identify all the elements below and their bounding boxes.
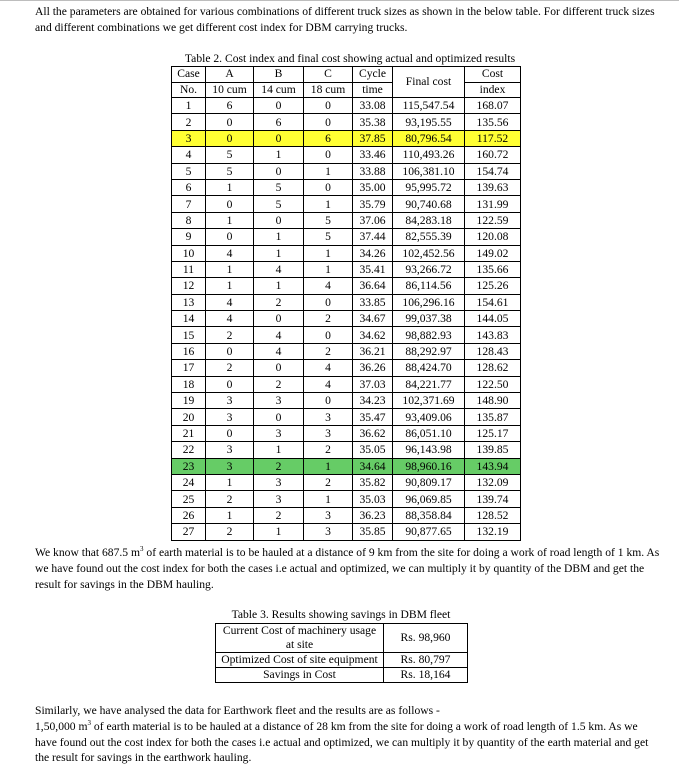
header-case-sub: No. [172,82,206,98]
cell-c-count: 2 [304,343,353,359]
cell-c-count: 3 [304,524,353,540]
header-cost-index: Cost [465,67,521,83]
cell-c-count: 0 [304,294,353,310]
cell-cycle-time: 35.00 [353,179,393,195]
cell-cycle-time: 35.85 [353,524,393,540]
cell-case-no: 3 [172,130,206,146]
cell-a-count: 3 [206,393,254,409]
cell-cycle-time: 36.62 [353,425,393,441]
dbm-text-start: We know that 687.5 m [35,546,141,559]
cell-b-count: 2 [254,376,304,392]
savings-table [215,623,468,683]
earthwork-paragraph [35,703,660,766]
cell-a-count: 1 [206,474,254,490]
cell-cycle-time: 33.85 [353,294,393,310]
table-row [172,343,521,359]
cell-cycle-time: 35.79 [353,196,393,212]
cell-cycle-time: 35.82 [353,474,393,490]
cell-b-count: 4 [254,261,304,277]
cell-a-count: 0 [206,229,254,245]
cell-c-count: 0 [304,147,353,163]
cell-c-count: 0 [304,98,353,114]
cell-case-no: 6 [172,179,206,195]
cell-b-count: 0 [254,130,304,146]
cell-case-no: 26 [172,507,206,523]
cell-b-count: 1 [254,442,304,458]
cell-final-cost: 96,069.85 [393,491,465,507]
cell-case-no: 23 [172,458,206,474]
table2-body [172,98,521,541]
table-row [172,245,521,261]
cell-cycle-time: 36.64 [353,278,393,294]
cell-b-count: 5 [254,196,304,212]
cell-cost-index: 168.07 [465,98,521,114]
cell-b-count: 1 [254,278,304,294]
cell-a-count: 1 [206,278,254,294]
cell-c-count: 1 [304,491,353,507]
cell-c-count: 1 [304,245,353,261]
cell-case-no: 2 [172,114,206,130]
cell-cycle-time: 35.41 [353,261,393,277]
cell-final-cost: 102,452.56 [393,245,465,261]
cell-a-count: 3 [206,409,254,425]
cell-case-no: 24 [172,474,206,490]
cell-c-count: 1 [304,196,353,212]
cell-case-no: 14 [172,311,206,327]
header-b-sub: 14 cum [254,82,304,98]
cell-a-count: 3 [206,458,254,474]
cell-case-no: 22 [172,442,206,458]
cell-case-no: 19 [172,393,206,409]
cell-final-cost: 86,114.56 [393,278,465,294]
cell-c-count: 4 [304,278,353,294]
cell-cost-index: 132.19 [465,524,521,540]
cell-c-count: 0 [304,114,353,130]
cell-cycle-time: 35.38 [353,114,393,130]
table-row [172,114,521,130]
cell-case-no: 27 [172,524,206,540]
table-row [172,376,521,392]
cell-b-count: 0 [254,163,304,179]
table-row [172,425,521,441]
cell-c-count: 3 [304,507,353,523]
cell-a-count: 0 [206,425,254,441]
table-row [216,653,468,668]
cell-final-cost: 110,493.26 [393,147,465,163]
cell-b-count: 1 [254,229,304,245]
cell-a-count: 4 [206,245,254,261]
table-row [172,409,521,425]
cell-c-count: 2 [304,474,353,490]
table-row [172,229,521,245]
savings-label-total: Savings in Cost [216,668,384,683]
cell-cycle-time: 36.26 [353,360,393,376]
cell-cycle-time: 37.06 [353,212,393,228]
table-row [172,278,521,294]
cell-cycle-time: 34.26 [353,245,393,261]
cell-b-count: 1 [254,524,304,540]
cell-c-count: 4 [304,376,353,392]
superscript: 3 [87,718,91,727]
cell-cost-index: 128.43 [465,343,521,359]
cell-final-cost: 84,221.77 [393,376,465,392]
cell-cost-index: 160.72 [465,147,521,163]
cell-cycle-time: 37.44 [353,229,393,245]
cell-a-count: 1 [206,179,254,195]
cell-cycle-time: 35.05 [353,442,393,458]
cell-b-count: 3 [254,491,304,507]
cell-a-count: 3 [206,442,254,458]
header-c: C [304,67,353,83]
superscript: 3 [140,545,144,554]
header-case: Case [172,67,206,83]
cell-c-count: 5 [304,212,353,228]
cell-final-cost: 88,292.97 [393,343,465,359]
header-final-cost: Final cost [393,67,465,98]
savings-label-optimized: Optimized Cost of site equipment [216,653,384,668]
cell-a-count: 2 [206,491,254,507]
table-row [172,507,521,523]
cell-cycle-time: 36.23 [353,507,393,523]
cell-c-count: 1 [304,163,353,179]
cell-case-no: 15 [172,327,206,343]
savings-value-current: Rs. 98,960 [384,624,468,653]
cell-cycle-time: 36.21 [353,343,393,359]
cell-cost-index: 144.05 [465,311,521,327]
cell-b-count: 1 [254,147,304,163]
cell-cost-index: 122.50 [465,376,521,392]
header-a-sub: 10 cum [206,82,254,98]
cell-case-no: 21 [172,425,206,441]
cell-final-cost: 115,547.54 [393,98,465,114]
cell-c-count: 2 [304,311,353,327]
table-row [172,458,521,474]
cell-c-count: 0 [304,179,353,195]
table-row [172,474,521,490]
intro-paragraph: All the parameters are obtained for various combinations of different truck sizes as shown in the below table. For different truck sizes and different combinations we get different cost index for DBM carrying trucks. [35,5,655,34]
header-cost-index-sub: index [465,82,521,98]
cell-a-count: 5 [206,147,254,163]
cell-c-count: 4 [304,360,353,376]
cell-final-cost: 90,740.68 [393,196,465,212]
cell-cost-index: 139.63 [465,179,521,195]
cell-a-count: 4 [206,294,254,310]
header-cycle-sub: time [353,82,393,98]
cell-cost-index: 135.56 [465,114,521,130]
table-row [172,294,521,310]
cell-final-cost: 98,882.93 [393,327,465,343]
cell-cost-index: 125.26 [465,278,521,294]
cell-cost-index: 135.87 [465,409,521,425]
cell-c-count: 3 [304,425,353,441]
cell-c-count: 0 [304,393,353,409]
cell-b-count: 3 [254,425,304,441]
cell-a-count: 2 [206,360,254,376]
cell-cycle-time: 33.08 [353,98,393,114]
cell-cycle-time: 37.85 [353,130,393,146]
cell-cycle-time: 35.47 [353,409,393,425]
table-row [172,212,521,228]
cell-cycle-time: 37.03 [353,376,393,392]
cell-cycle-time: 33.46 [353,147,393,163]
cell-b-count: 3 [254,393,304,409]
cell-cost-index: 122.59 [465,212,521,228]
table-row [172,360,521,376]
cell-cost-index: 139.85 [465,442,521,458]
table-row [172,130,521,146]
earthwork-intro: Similarly, we have analysed the data for Earthwork fleet and the results are as follows - [35,704,440,717]
table-row [172,327,521,343]
cell-cost-index: 143.94 [465,458,521,474]
table-row [172,147,521,163]
cell-c-count: 1 [304,458,353,474]
header-c-sub: 18 cum [304,82,353,98]
cell-final-cost: 88,358.84 [393,507,465,523]
cell-cost-index: 154.74 [465,163,521,179]
cell-cycle-time: 33.88 [353,163,393,179]
cell-cost-index: 128.52 [465,507,521,523]
dbm-paragraph [35,545,660,592]
cell-a-count: 0 [206,376,254,392]
cell-c-count: 0 [304,327,353,343]
cell-cost-index: 132.09 [465,474,521,490]
cell-cost-index: 154.61 [465,294,521,310]
cell-case-no: 11 [172,261,206,277]
table-row [172,393,521,409]
cell-case-no: 1 [172,98,206,114]
cell-a-count: 0 [206,130,254,146]
table-row [172,491,521,507]
table2-caption: Table 2. Cost index and final cost showing actual and optimized results [184,52,516,65]
cell-final-cost: 95,995.72 [393,179,465,195]
cell-cost-index: 135.66 [465,261,521,277]
cell-a-count: 0 [206,196,254,212]
cell-case-no: 20 [172,409,206,425]
cell-case-no: 18 [172,376,206,392]
cell-cost-index: 149.02 [465,245,521,261]
cell-c-count: 3 [304,409,353,425]
table-row [216,624,468,653]
header-a: A [206,67,254,83]
cell-b-count: 0 [254,311,304,327]
top-divider [0,0,679,1]
cell-case-no: 4 [172,147,206,163]
cost-index-table [171,66,521,541]
cell-a-count: 6 [206,98,254,114]
table-row [172,261,521,277]
cell-final-cost: 106,296.16 [393,294,465,310]
cell-final-cost: 99,037.38 [393,311,465,327]
cell-b-count: 4 [254,327,304,343]
cell-b-count: 5 [254,179,304,195]
earthwork-text-rest: of earth material is to be hauled at a distance of 28 km from the site for doing a work of road length of 1.5 km. As we have found out the cost index for both the cases i.e actual and optimized, we can multiply it by quantity of the earth material and get the result for savings in the earthwork hauling. [35,719,649,765]
savings-value-total: Rs. 18,164 [384,668,468,683]
cell-final-cost: 88,424.70 [393,360,465,376]
cell-final-cost: 93,195.55 [393,114,465,130]
cell-a-count: 2 [206,524,254,540]
cell-cost-index: 148.90 [465,393,521,409]
earthwork-text-start: 1,50,000 m [35,719,88,733]
cell-b-count: 0 [254,409,304,425]
cell-final-cost: 82,555.39 [393,229,465,245]
cell-b-count: 4 [254,343,304,359]
cell-cycle-time: 34.64 [353,458,393,474]
cell-c-count: 6 [304,130,353,146]
cell-a-count: 1 [206,507,254,523]
cell-case-no: 25 [172,491,206,507]
cell-case-no: 17 [172,360,206,376]
table-row [172,524,521,540]
cell-final-cost: 106,381.10 [393,163,465,179]
cell-cycle-time: 34.62 [353,327,393,343]
cell-cost-index: 131.99 [465,196,521,212]
cell-case-no: 12 [172,278,206,294]
cell-cost-index: 125.17 [465,425,521,441]
cell-final-cost: 102,371.69 [393,393,465,409]
cell-case-no: 13 [172,294,206,310]
cell-cost-index: 128.62 [465,360,521,376]
cell-case-no: 8 [172,212,206,228]
cell-case-no: 5 [172,163,206,179]
table-row [216,668,468,683]
header-cycle: Cycle [353,67,393,83]
header-b: B [254,67,304,83]
dbm-text-rest: of earth material is to be hauled at a distance of 9 km from the site for doing a work of road length of 1 km. As we have found out the cost index for both the cases i.e actual and optimized, we can multiply it by quantity of the DBM and get the result for savings in the DBM hauling. [35,546,660,591]
cell-final-cost: 90,877.65 [393,524,465,540]
cell-a-count: 0 [206,343,254,359]
savings-value-optimized: Rs. 80,797 [384,653,468,668]
cell-final-cost: 96,143.98 [393,442,465,458]
cell-cost-index: 117.52 [465,130,521,146]
cell-b-count: 0 [254,360,304,376]
cell-cycle-time: 34.67 [353,311,393,327]
cell-b-count: 6 [254,114,304,130]
cell-case-no: 10 [172,245,206,261]
cell-cycle-time: 34.23 [353,393,393,409]
cell-c-count: 5 [304,229,353,245]
cell-a-count: 5 [206,163,254,179]
table-row [172,163,521,179]
cell-cost-index: 120.08 [465,229,521,245]
cell-b-count: 3 [254,474,304,490]
cell-b-count: 2 [254,458,304,474]
table-row [172,196,521,212]
cell-a-count: 2 [206,327,254,343]
cell-final-cost: 80,796.54 [393,130,465,146]
cell-case-no: 9 [172,229,206,245]
cell-b-count: 1 [254,245,304,261]
cell-b-count: 2 [254,507,304,523]
cell-final-cost: 84,283.18 [393,212,465,228]
cell-a-count: 1 [206,212,254,228]
savings-label-current: Current Cost of machinery usage at site [216,624,384,653]
table-row [172,179,521,195]
cell-c-count: 2 [304,442,353,458]
cell-b-count: 2 [254,294,304,310]
cell-final-cost: 98,960.16 [393,458,465,474]
cell-final-cost: 86,051.10 [393,425,465,441]
cell-final-cost: 93,266.72 [393,261,465,277]
cell-a-count: 0 [206,114,254,130]
cell-a-count: 4 [206,311,254,327]
cell-case-no: 16 [172,343,206,359]
table-row [172,442,521,458]
table3-caption: Table 3. Results showing savings in DBM fleet [231,608,451,621]
table-row [172,98,521,114]
table-row [172,311,521,327]
cell-case-no: 7 [172,196,206,212]
cell-cycle-time: 35.03 [353,491,393,507]
table2-header [172,67,521,98]
cell-b-count: 0 [254,212,304,228]
cell-final-cost: 93,409.06 [393,409,465,425]
cell-c-count: 1 [304,261,353,277]
cell-cost-index: 139.74 [465,491,521,507]
cell-final-cost: 90,809.17 [393,474,465,490]
cell-a-count: 1 [206,261,254,277]
cell-cost-index: 143.83 [465,327,521,343]
cell-b-count: 0 [254,98,304,114]
